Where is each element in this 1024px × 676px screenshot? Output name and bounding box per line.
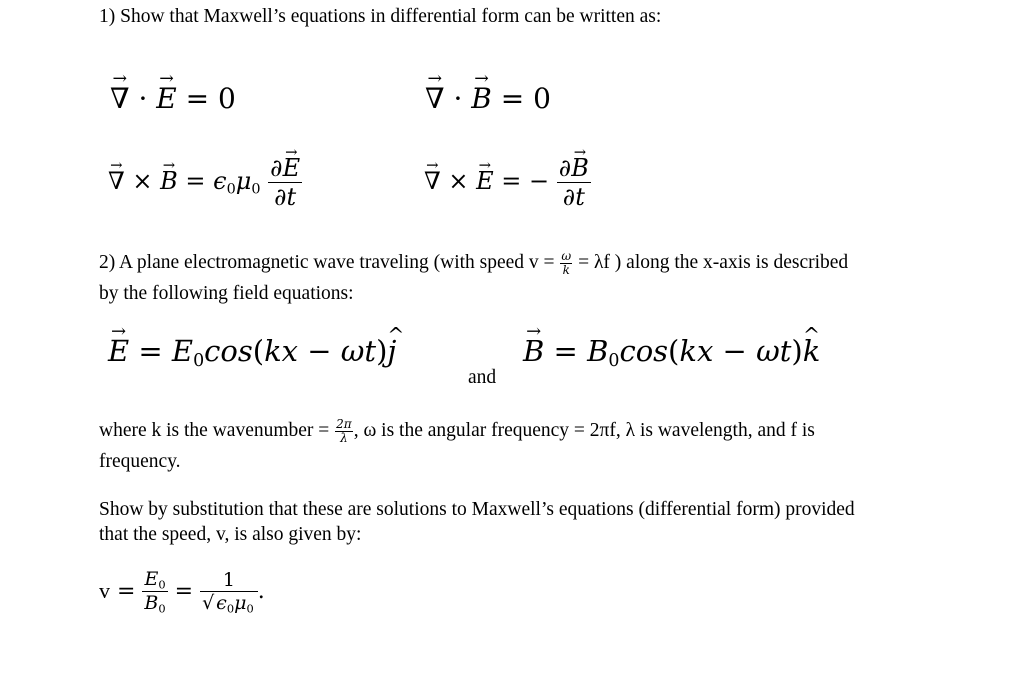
ampere-maxwell-equation: → ∇ × → $B = \epsilon_0\mu_0$ $\frac{\partial\to E}{\partial t}$ — [108, 154, 302, 211]
speed-equation: v = $\frac{E_0}{B_0}$ = $\frac{1}{√ \epsilon_0\mu_0}$ . — [99, 568, 265, 616]
question-2-intro-line-2: by the following field equations: — [99, 283, 354, 304]
question-1-prompt: 1) Show that Maxwell’s equations in differential form can be written as: — [99, 6, 662, 27]
wavenumber-definition-line-1: where k is the wavenumber = $\frac{2\pi}{\lambda}$ , ω is the angular frequency = 2πf, λ is wavelength, and f is — [99, 417, 815, 446]
two-pi-over-lambda-fraction: $\frac{2\pi}{\lambda}$ — [336, 417, 352, 446]
wavenumber-definition-line-2: frequency. — [99, 451, 181, 472]
omega-over-k-fraction: $\frac{\omega}{k}$ — [561, 249, 572, 278]
show-substitution-line-2: that the speed, v, is also given by: — [99, 524, 362, 545]
show-substitution-line-1: Show by substitution that these are solutions to Maxwell’s equations (differential form) provided — [99, 499, 855, 520]
gauss-law-magnetic-equation: → ∇ · → B = 0 — [425, 82, 551, 115]
question-2-intro-line-1: 2) A plane electromagnetic wave traveling (with speed v = $\frac{\omega}{k}$ = λf ) along the x-axis is described — [99, 249, 849, 278]
and-label: and — [468, 367, 497, 388]
gauss-law-electric-equation: → ∇ · → E = 0 — [110, 82, 236, 115]
faraday-equation: → ∇ × → E = − $\frac{\partial\to B}{\partial t}$ — [424, 154, 591, 211]
electric-field-wave-equation: → $E = E_0\cos(kx$ − ωt)^ j — [108, 334, 396, 371]
magnetic-field-wave-equation: → $B = B_0\cos(kx$ − ωt)^ k — [523, 334, 820, 371]
